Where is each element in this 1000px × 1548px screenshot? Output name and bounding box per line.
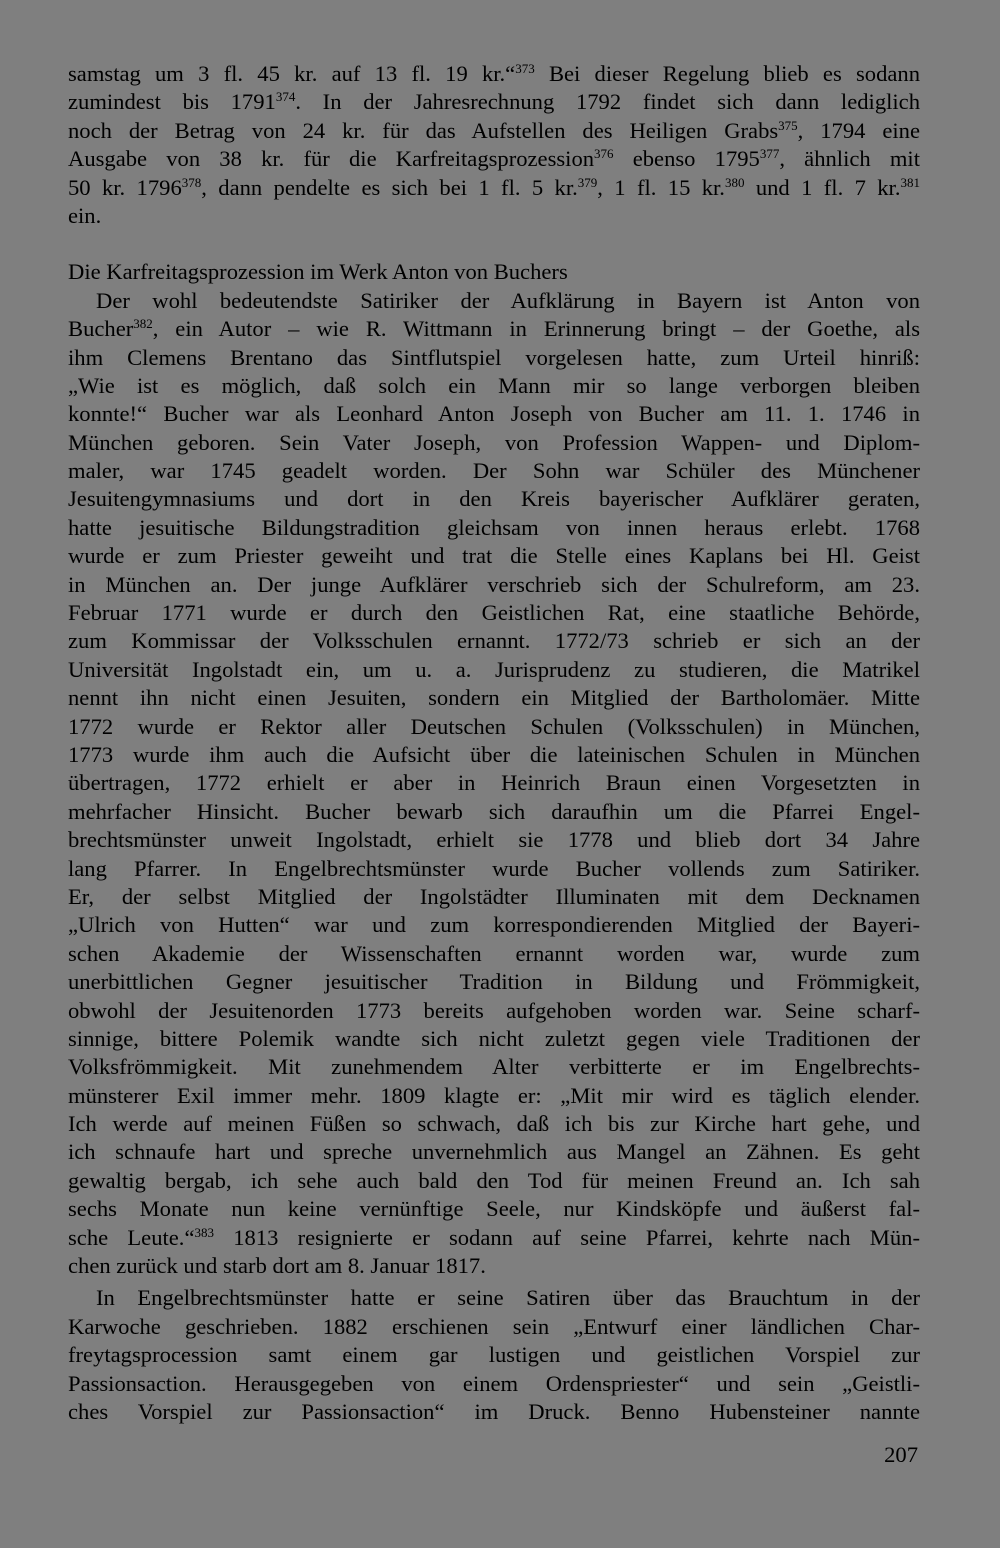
- text-run: ein.: [68, 202, 102, 228]
- text-run: brechtsmünster unweit Ingolstadt, erhielt sie 1778 und blieb dort 34 Jahre: [68, 827, 920, 853]
- paragraph-bucher-biography: [68, 287, 920, 1281]
- text-line: [68, 88, 920, 116]
- text-run: und 1 fl. 7 kr.: [744, 174, 901, 200]
- text-line: [68, 940, 920, 968]
- text-line: [68, 684, 920, 712]
- text-run: Ich werde auf meinen Füßen so schwach, daß ich bis zur Kirche hart gehe, und: [68, 1111, 920, 1137]
- text-line: [68, 883, 920, 911]
- text-run: übertragen, 1772 erhielt er aber in Heinrich Braun einen Vorgesetzten in: [68, 770, 920, 796]
- text-line: [68, 117, 920, 145]
- footnote-reference: 374: [275, 89, 296, 105]
- text-run: Passionsaction. Herausgegeben von einem Ordenspriester“ und sein „Geistli-: [68, 1370, 920, 1396]
- text-line: [68, 656, 920, 684]
- footnote-reference: 383: [194, 1224, 214, 1240]
- text-line: [68, 1224, 920, 1252]
- text-run: , dann pendelte es sich bei 1 fl. 5 kr.: [201, 174, 578, 200]
- text-run: ich schnaufe hart und spreche unvernehmlich aus Mangel an Zähnen. Es geht: [68, 1139, 920, 1165]
- text-run: In Engelbrechtsmünster hatte er seine Satiren über das Brauchtum in der: [96, 1285, 920, 1311]
- text-run: obwohl der Jesuitenorden 1773 bereits aufgehoben worden war. Seine scharf-: [68, 997, 920, 1023]
- text-run: Er, der selbst Mitglied der Ingolstädter Illuminaten mit dem Decknamen: [68, 883, 920, 909]
- text-run: freytagsprocession samt einem gar lustigen und geistlichen Vorspiel zur: [68, 1342, 920, 1368]
- text-line: [68, 1138, 920, 1166]
- text-run: samstag um 3 fl. 45 kr. auf 13 fl. 19 kr.“: [68, 61, 516, 86]
- text-run: unerbittlichen Gegner jesuitischer Tradition in Bildung und Frömmigkeit,: [68, 969, 920, 995]
- footnote-reference: 379: [577, 174, 598, 190]
- text-run: Jesuitengymnasiums und dort in den Kreis bayerischer Aufklärer geraten,: [68, 486, 920, 512]
- text-run: , 1794 eine: [797, 117, 920, 143]
- text-run: schen Akademie der Wissenschaften ernannt worden war, wurde zum: [68, 940, 920, 966]
- text-run: . In der Jahresrechnung 1792 findet sich dann lediglich: [295, 89, 920, 115]
- text-line: [68, 287, 920, 315]
- text-run: 1772 wurde er Rektor aller Deutschen Schulen (Volksschulen) in München,: [68, 713, 920, 739]
- paragraph-satires: [68, 1284, 920, 1426]
- text-line: [68, 1195, 920, 1223]
- footnote-reference: 380: [724, 174, 745, 190]
- footnote-reference: 377: [759, 146, 780, 162]
- text-run: in München an. Der junge Aufklärer verschrieb sich der Schulreform, am 23.: [68, 571, 920, 597]
- text-line: [68, 1313, 920, 1341]
- text-run: ihm Clemens Brentano das Sintflutspiel vorgelesen hatte, zum Urteil hinriß:: [68, 344, 920, 370]
- text-line: [68, 798, 920, 826]
- text-line: [68, 1167, 920, 1195]
- text-line: [68, 457, 920, 485]
- text-line: [68, 1341, 920, 1369]
- text-line: [68, 741, 920, 769]
- text-run: chen zurück und starb dort am 8. Januar 1817.: [68, 1253, 486, 1279]
- text-run: nennt ihn nicht einen Jesuiten, sondern ein Mitglied der Bartholomäer. Mitte: [68, 685, 920, 711]
- text-run: zumindest bis 1791: [68, 89, 276, 115]
- text-run: mehrfacher Hinsicht. Bucher bewarb sich daraufhin um die Pfarrei Engel-: [68, 798, 920, 824]
- text-line: [68, 315, 920, 343]
- text-line: [68, 627, 920, 655]
- section-heading: Die Karfreitagsprozession im Werk Anton von Buchers: [68, 259, 568, 285]
- text-run: Bucher: [68, 316, 134, 342]
- text-line: [68, 1398, 920, 1426]
- text-run: 1813 resignierte er sodann auf seine Pfarrei, kehrte nach Mün-: [213, 1224, 920, 1250]
- text-run: 50 kr. 1796: [68, 174, 182, 200]
- text-run: „Wie ist es möglich, daß solch ein Mann mir so lange verborgen bleiben: [68, 372, 920, 398]
- text-run: Bei dieser Regelung blieb es sodann: [534, 61, 920, 86]
- text-line: [68, 400, 920, 428]
- footnote-reference: 376: [594, 146, 614, 162]
- text-run: Universität Ingolstadt ein, um u. a. Jurisprudenz zu studieren, die Matrikel: [68, 656, 920, 682]
- text-run: sche Leute.“: [68, 1224, 195, 1250]
- page-body: [68, 60, 920, 1426]
- text-run: hatte jesuitische Bildungstradition gleichsam von innen heraus erlebt. 1768: [68, 514, 920, 540]
- text-run: sinnige, bittere Polemik wandte sich nicht zuletzt gegen viele Traditionen der: [68, 1025, 920, 1051]
- footnote-reference: 382: [133, 316, 153, 332]
- text-line: [68, 542, 920, 570]
- text-line: [68, 202, 920, 230]
- footnote-reference: 381: [900, 174, 920, 190]
- text-run: ches Vorspiel zur Passionsaction“ im Druck. Benno Hubensteiner nannte: [68, 1398, 920, 1424]
- text-run: , ein Autor – wie R. Wittmann in Erinnerung bringt – der Goethe, als: [152, 316, 920, 342]
- text-run: Ausgabe von 38 kr. für die Karfreitagsprozession: [68, 146, 595, 172]
- footnote-reference: 373: [515, 61, 535, 76]
- text-run: zum Kommissar der Volksschulen ernannt. 1772/73 schrieb er sich an der: [68, 628, 920, 654]
- text-run: noch der Betrag von 24 kr. für das Aufstellen des Heiligen Grabs: [68, 117, 779, 143]
- text-line: [68, 429, 920, 457]
- text-line: [68, 997, 920, 1025]
- text-run: maler, war 1745 geadelt worden. Der Sohn war Schüler des Münchener: [68, 458, 920, 484]
- text-run: gewaltig bergab, ich sehe auch bald den Tod für meinen Freund an. Ich sah: [68, 1167, 920, 1193]
- text-line: [68, 344, 920, 372]
- text-line: [68, 485, 920, 513]
- text-line: [68, 968, 920, 996]
- text-line: [68, 599, 920, 627]
- text-run: Der wohl bedeutendste Satiriker der Aufklärung in Bayern ist Anton von: [96, 287, 920, 313]
- text-run: München geboren. Sein Vater Joseph, von Profession Wappen- und Diplom-: [68, 429, 920, 455]
- text-line: [68, 1252, 920, 1280]
- text-run: Februar 1771 wurde er durch den Geistlichen Rat, eine staatliche Behörde,: [68, 600, 920, 626]
- text-line: [68, 826, 920, 854]
- text-run: münsterer Exil immer mehr. 1809 klagte er: „Mit mir wird es täglich elender.: [68, 1082, 920, 1108]
- footnote-reference: 375: [778, 117, 798, 133]
- text-line: [68, 1284, 920, 1312]
- text-line: [68, 1082, 920, 1110]
- text-run: konnte!“ Bucher war als Leonhard Anton Joseph von Bucher am 11. 1. 1746 in: [68, 401, 920, 427]
- text-run: , 1 fl. 15 kr.: [597, 174, 725, 200]
- text-run: sechs Monate nun keine vernünftige Seele, nur Kindsköpfe und äußerst fal-: [68, 1196, 920, 1222]
- text-run: Volksfrömmigkeit. Mit zunehmendem Alter verbitterte er im Engelbrechts-: [68, 1054, 920, 1080]
- text-line: [68, 1110, 920, 1138]
- text-run: wurde er zum Priester geweiht und trat die Stelle eines Kaplans bei Hl. Geist: [68, 543, 920, 569]
- text-line: [68, 769, 920, 797]
- text-line: [68, 571, 920, 599]
- text-line: [68, 855, 920, 883]
- text-line: [68, 713, 920, 741]
- text-line: [68, 1025, 920, 1053]
- text-run: „Ulrich von Hutten“ war und zum korrespondierenden Mitglied der Bayeri-: [68, 912, 920, 938]
- text-line: [68, 60, 920, 88]
- text-line: [68, 174, 920, 202]
- paragraph-top: [68, 60, 920, 230]
- text-line: [68, 145, 920, 173]
- page-number: 207: [884, 1442, 918, 1467]
- text-run: , ähnlich mit: [779, 146, 920, 172]
- text-run: 1773 wurde ihm auch die Aufsicht über die lateinischen Schulen in München: [68, 741, 920, 767]
- text-line: [68, 372, 920, 400]
- text-line: [68, 1370, 920, 1398]
- text-line: [68, 1053, 920, 1081]
- text-run: Karwoche geschrieben. 1882 erschienen sein „Entwurf einer ländlichen Char-: [68, 1313, 920, 1339]
- footnote-reference: 378: [181, 174, 202, 190]
- text-run: ebenso 1795: [613, 146, 760, 172]
- text-line: [68, 911, 920, 939]
- text-line: [68, 514, 920, 542]
- text-run: lang Pfarrer. In Engelbrechtsmünster wurde Bucher vollends zum Satiriker.: [68, 855, 920, 881]
